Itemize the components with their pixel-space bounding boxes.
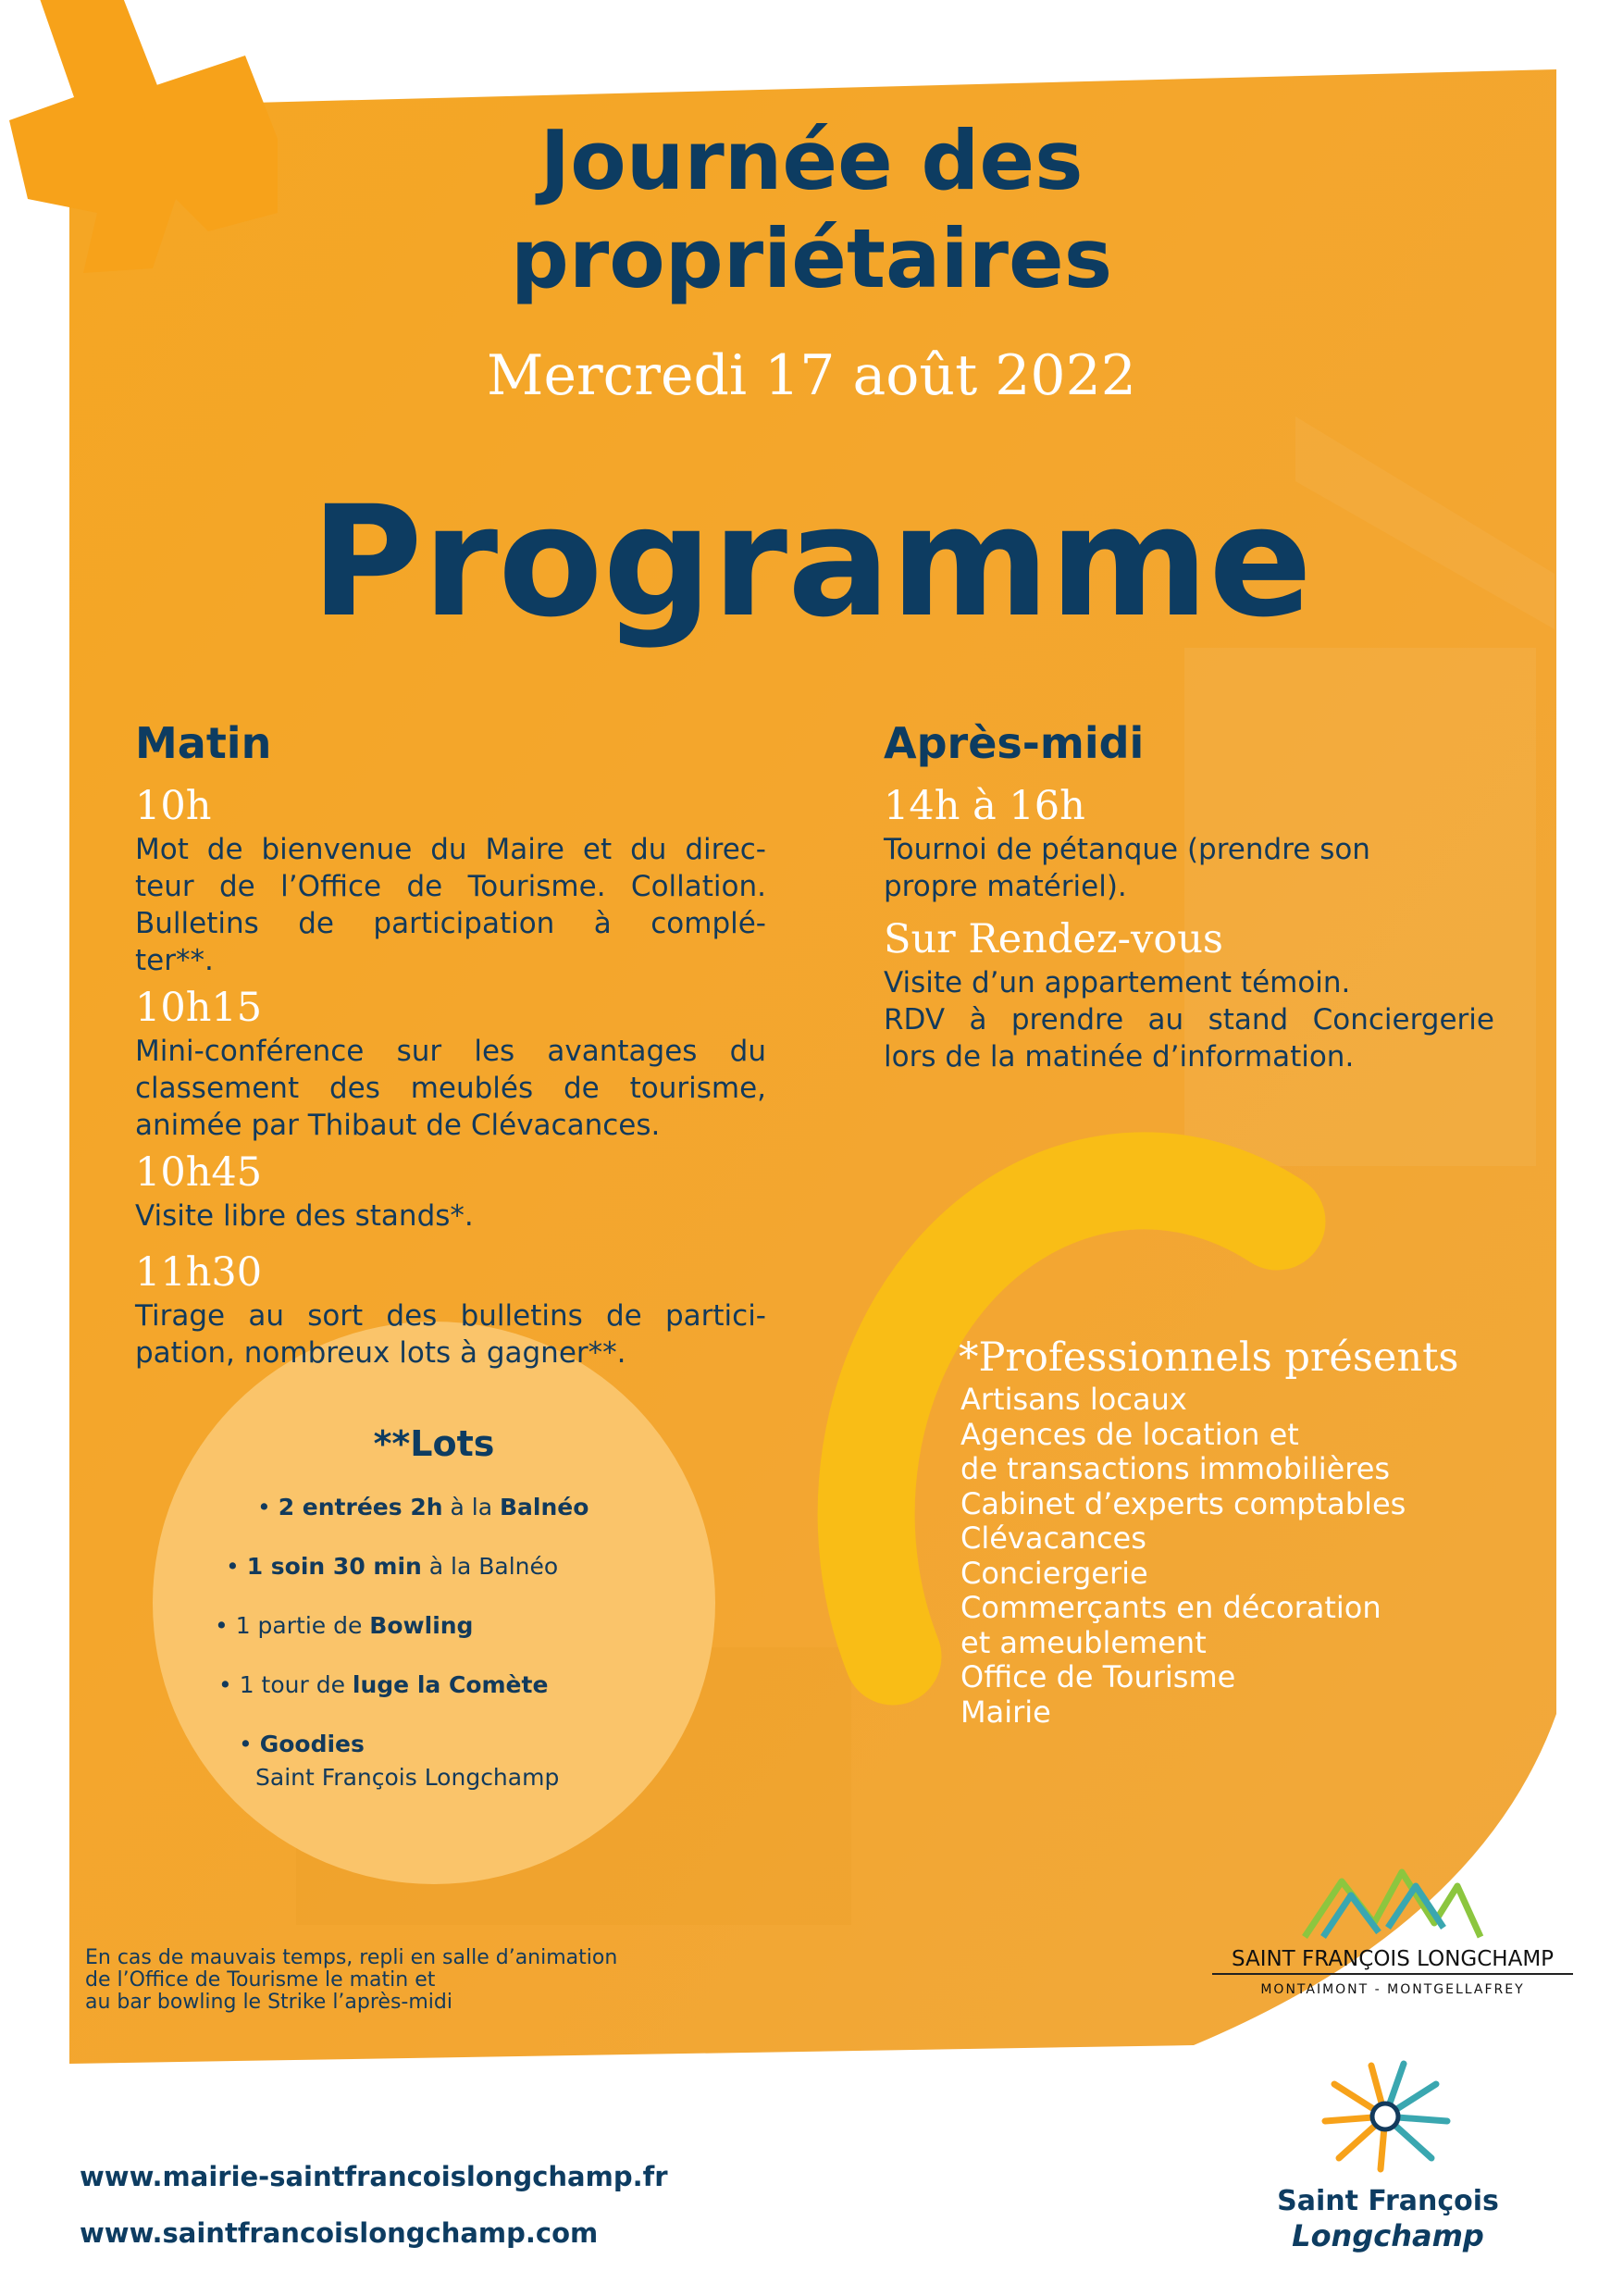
desc-line: lors de la matinée d’information. <box>884 1040 1355 1074</box>
pro-item: Agences de location et <box>960 1416 1299 1452</box>
note-line: au bar bowling le Strike l’après-midi <box>85 1991 452 2014</box>
bullet: • <box>218 1671 240 1698</box>
lot-bold: 1 soin 30 min <box>246 1553 422 1580</box>
bullet: • <box>226 1553 247 1580</box>
desc-line: Tirage au sort des bulletins de partici- <box>135 1299 766 1333</box>
desc-line: Bulletins de participation à complé- <box>135 907 766 940</box>
desc-line: classement des meublés de tourisme, <box>135 1072 766 1105</box>
lot-bold: Balnéo <box>499 1494 589 1520</box>
desc-line: Mot de bienvenue du Maire et du direc- <box>135 833 766 866</box>
desc-line: teur de l’Office de Tourisme. Collation. <box>135 870 766 903</box>
matin-time-10h45: 10h45 <box>135 1149 263 1196</box>
desc-line: ter**. <box>135 944 214 977</box>
lot-bold: luge la Comète <box>352 1671 549 1698</box>
matin-time-11h30: 11h30 <box>135 1249 263 1296</box>
logo-top-name: SAINT FRANÇOIS LONGCHAMP <box>1231 1947 1555 1971</box>
desc-line: animée par Thibaut de Clévacances. <box>135 1109 661 1142</box>
desc-line: RDV à prendre au stand Conciergerie <box>884 1003 1494 1036</box>
desc-line: pation, nombreux lots à gagner**. <box>135 1336 626 1370</box>
desc-line: propre matériel). <box>884 870 1127 903</box>
note-line: de l’Office de Tourisme le matin et <box>85 1968 436 1992</box>
pro-item: et ameublement <box>960 1624 1207 1660</box>
matin-desc-10h45 <box>135 1198 766 1235</box>
pm-desc-rdv <box>884 964 1494 1075</box>
title-line2: propriétaires <box>510 211 1113 306</box>
logo-bottom-line1: Saint François <box>1277 2185 1499 2217</box>
desc-line: Visite d’un appartement témoin. <box>884 966 1351 999</box>
footer-url-mairie[interactable]: www.mairie-saintfrancoislongchamp.fr <box>80 2161 668 2192</box>
pm-desc-14h <box>884 831 1513 905</box>
mountains-logo-icon <box>1300 1858 1485 1943</box>
matin-time-10h: 10h <box>135 783 212 829</box>
footer-url-resort[interactable]: www.saintfrancoislongchamp.com <box>80 2217 599 2249</box>
bullet: • <box>215 1612 236 1639</box>
lot-text: 1 tour de <box>239 1671 353 1698</box>
lots-heading: **Lots <box>373 1423 495 1464</box>
lot-item <box>257 1494 588 1520</box>
bullet: • <box>257 1494 279 1520</box>
lot-item <box>226 1553 558 1580</box>
lot-text: à la Balnéo <box>421 1553 559 1580</box>
matin-desc-10h <box>135 831 766 979</box>
pro-item: Conciergerie <box>960 1555 1148 1591</box>
matin-time-10h15: 10h15 <box>135 985 263 1031</box>
lot-bold: Bowling <box>369 1612 474 1639</box>
desc-line: Mini-conférence sur les avantages du <box>135 1035 766 1068</box>
lot-item <box>218 1671 548 1698</box>
professionnels-list <box>960 1383 1406 1730</box>
title-line1: Journée des <box>539 113 1084 208</box>
desc-line: Visite libre des stands*. <box>135 1199 474 1233</box>
professionnels-heading: *Professionnels présents <box>959 1334 1459 1381</box>
pro-item: Artisans locaux <box>960 1382 1187 1417</box>
bullet: • <box>239 1731 260 1757</box>
pro-item: de transactions immobilières <box>960 1451 1391 1486</box>
matin-desc-10h15 <box>135 1033 766 1144</box>
lot-bold: Goodies <box>259 1731 365 1757</box>
pm-time-rdv: Sur Rendez-vous <box>884 916 1223 962</box>
lot-text: à la <box>442 1494 500 1520</box>
note-line: En cas de mauvais temps, repli en salle d’animation <box>85 1946 618 1969</box>
pro-item: Mairie <box>960 1694 1051 1730</box>
apres-midi-heading: Après-midi <box>884 718 1145 768</box>
logo-bottom-line2: Longchamp <box>1292 2218 1484 2253</box>
pro-item: Clévacances <box>960 1520 1146 1556</box>
lots-circle <box>153 1322 715 1884</box>
pro-item: Office de Tourisme <box>960 1659 1236 1694</box>
pro-item: Commerçants en décoration <box>960 1590 1381 1625</box>
snowflake-sun-icon <box>1316 2056 1455 2177</box>
logo-divider <box>1212 1973 1573 1975</box>
logo-top-sub: MONTAIMONT - MONTGELLAFREY <box>1260 1982 1525 1997</box>
goodies-sub: Saint François Longchamp <box>255 1764 560 1791</box>
lot-item <box>215 1612 473 1639</box>
event-date: Mercredi 17 août 2022 <box>487 343 1136 408</box>
programme-heading: Programme <box>310 473 1313 651</box>
lot-item <box>239 1731 365 1757</box>
matin-heading: Matin <box>135 718 272 768</box>
pro-item: Cabinet d’experts comptables <box>960 1485 1406 1521</box>
desc-line: Tournoi de pétanque (prendre son <box>884 833 1370 866</box>
matin-desc-11h30 <box>135 1297 766 1371</box>
lot-text: 1 partie de <box>235 1612 370 1639</box>
bad-weather-note <box>85 1947 617 2014</box>
lot-bold: 2 entrées 2h <box>278 1494 443 1520</box>
background-texture <box>1184 648 1536 1166</box>
pm-time-14h: 14h à 16h <box>884 783 1085 829</box>
